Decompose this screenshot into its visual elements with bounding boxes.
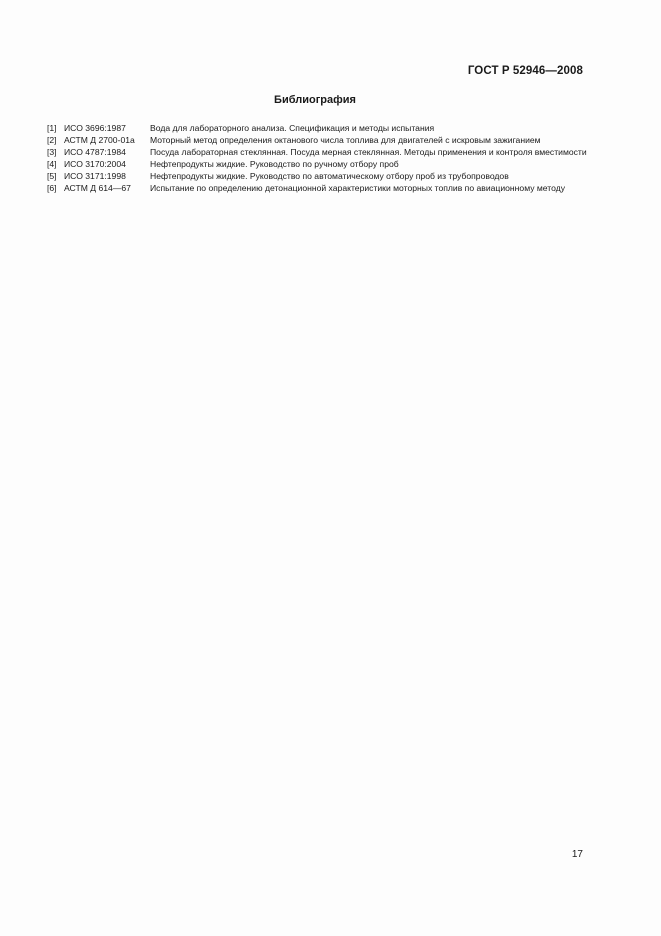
bibliography-entry [47,170,587,182]
standard-code: ИСО 3171:1998 [64,171,126,181]
bibliography-entry [47,158,587,170]
standard-code: ИСО 4787:1984 [64,147,126,157]
document-code: ГОСТ Р 52946—2008 [467,65,583,77]
standard-code: АСТМ Д 2700-01а [64,135,135,145]
bibliography-entry [47,182,587,194]
standard-title: Моторный метод определения октанового числа топлива для двигателей с искровым зажиганием [150,135,541,145]
standard-code: АСТМ Д 614—67 [64,183,131,193]
bibliography-list [47,122,587,194]
bibliography-entry [47,146,587,158]
standard-title: Испытание по определению детонационной характеристики моторных топлив по авиационному методу [150,183,566,193]
standard-title: Нефтепродукты жидкие. Руководство по ручному отбору проб [150,159,399,169]
entry-number: [5] [47,171,57,181]
page-number: 17 [571,849,583,860]
entry-number: [3] [47,147,57,157]
standard-title: Нефтепродукты жидкие. Руководство по автоматическому отбору проб из трубопроводов [150,171,509,181]
section-title: Библиография [274,94,356,106]
standard-code: ИСО 3696:1987 [64,123,126,133]
standard-code: ИСО 3170:2004 [64,159,126,169]
entry-number: [2] [47,135,57,145]
bibliography-entry [47,134,587,146]
entry-number: [4] [47,159,57,169]
entry-number: [6] [47,183,57,193]
bibliography-entry [47,122,587,134]
standard-title: Вода для лабораторного анализа. Спецификация и методы испытания [150,123,435,133]
entry-number: [1] [47,123,57,133]
standard-title: Посуда лабораторная стеклянная. Посуда мерная стеклянная. Методы применения и контроля вместимости [150,147,587,157]
